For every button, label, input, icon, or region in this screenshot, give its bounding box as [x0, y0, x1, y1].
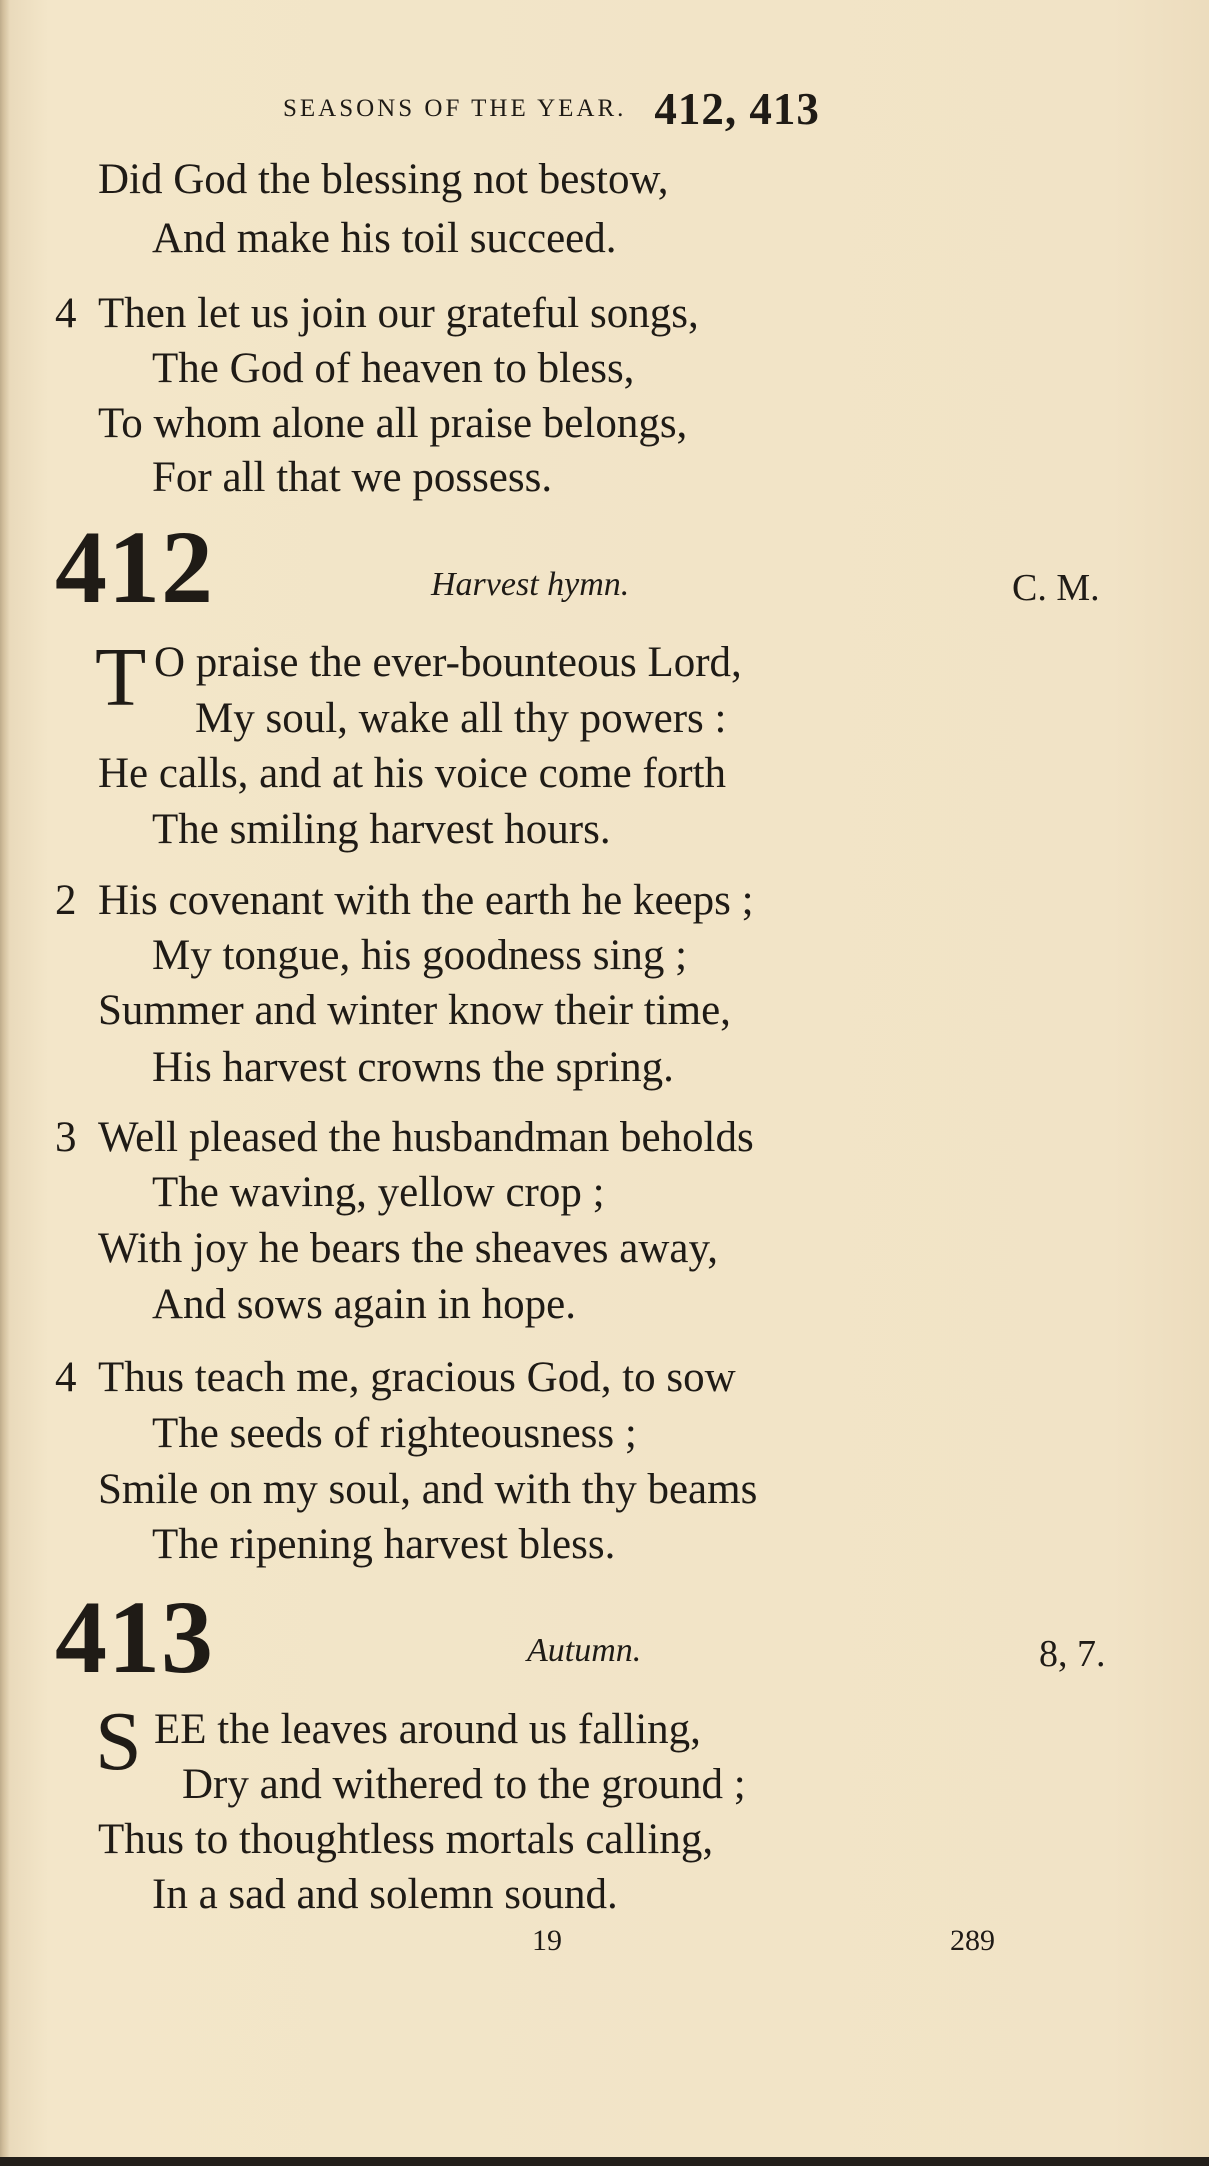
- verse-line: The smiling harvest hours.: [152, 806, 611, 853]
- verse-line: My soul, wake all thy powers :: [195, 695, 727, 742]
- hymn-number: 412: [55, 510, 214, 625]
- verse-line: Smile on my soul, and with thy beams: [98, 1466, 758, 1513]
- verse-line: Well pleased the husbandman beholds: [98, 1114, 754, 1161]
- verse-number: 4: [55, 290, 77, 337]
- hymn-range: 412, 413: [654, 84, 820, 134]
- verse-line: Thus to thoughtless mortals calling,: [98, 1816, 714, 1863]
- page-bottom-edge: [0, 2157, 1209, 2166]
- section-title: SEASONS OF THE YEAR.: [283, 95, 627, 122]
- verse-line: The seeds of righteousness ;: [152, 1410, 637, 1457]
- verse-line: O praise the ever-bounteous Lord,: [154, 639, 742, 686]
- verse-line: In a sad and solemn sound.: [152, 1871, 618, 1918]
- signature-mark: 19: [532, 1924, 562, 1957]
- running-header: [283, 79, 1143, 139]
- page-number: 289: [950, 1924, 995, 1957]
- hymn-title: Harvest hymn.: [431, 566, 630, 603]
- hymn-meter: C. M.: [1012, 567, 1100, 609]
- verse-line: Dry and withered to the ground ;: [182, 1761, 746, 1808]
- drop-cap: T: [95, 631, 147, 724]
- verse-number: 3: [55, 1114, 77, 1161]
- verse-line: For all that we possess.: [152, 454, 553, 501]
- verse-line: Thus teach me, gracious God, to sow: [98, 1354, 736, 1401]
- verse-line: My tongue, his goodness sing ;: [152, 932, 688, 979]
- verse-line: With joy he bears the sheaves away,: [98, 1225, 718, 1272]
- verse-line: He calls, and at his voice come forth: [98, 750, 727, 797]
- verse-line: The waving, yellow crop ;: [152, 1169, 605, 1216]
- drop-cap: S: [95, 1695, 142, 1788]
- verse-line: His harvest crowns the spring.: [152, 1044, 674, 1091]
- continuation-line: And make his toil succeed.: [152, 215, 617, 262]
- verse-line: Then let us join our grateful songs,: [98, 290, 699, 337]
- continuation-line: Did God the blessing not bestow,: [98, 156, 669, 203]
- verse-number: 4: [55, 1354, 77, 1401]
- page-left-edge: [0, 0, 10, 2166]
- verse-line: The God of heaven to bless,: [152, 345, 635, 392]
- hymn-number: 413: [55, 1580, 214, 1695]
- hymn-meter: 8, 7.: [1039, 1633, 1106, 1675]
- verse-line: And sows again in hope.: [152, 1281, 576, 1328]
- verse-line: EE the leaves around us falling,: [154, 1706, 701, 1753]
- verse-line: Summer and winter know their time,: [98, 987, 731, 1034]
- verse-line: His covenant with the earth he keeps ;: [98, 877, 754, 924]
- verse-line: To whom alone all praise belongs,: [98, 400, 688, 447]
- verse-number: 2: [55, 877, 77, 924]
- verse-line: The ripening harvest bless.: [152, 1521, 616, 1568]
- hymn-title: Autumn.: [527, 1632, 642, 1669]
